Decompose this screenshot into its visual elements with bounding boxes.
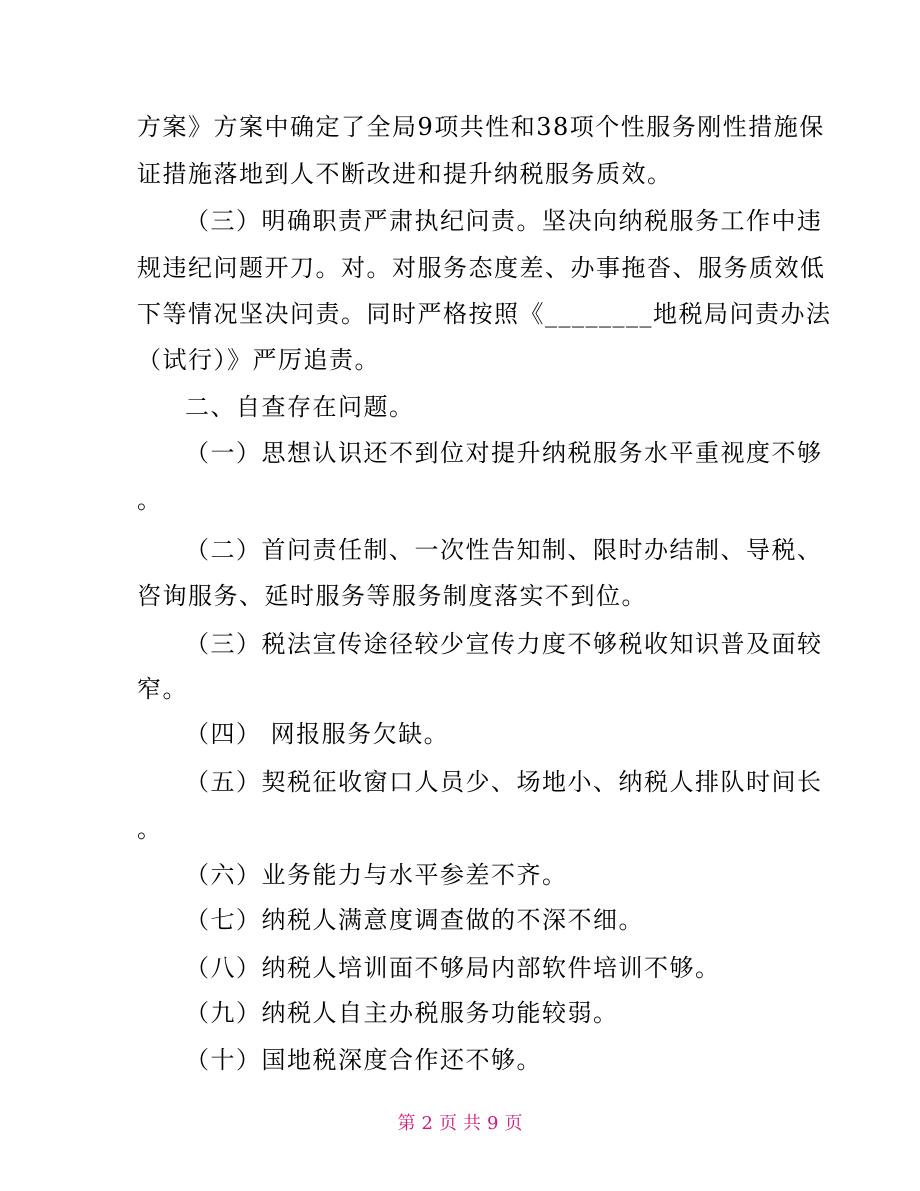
- footer-suffix: 页: [504, 1113, 523, 1134]
- page-footer: [0, 1112, 920, 1136]
- footer-page-word: 页: [439, 1113, 457, 1134]
- body-line: 窄。: [137, 675, 188, 703]
- body-line: 规违纪问题开刀。对。对服务态度差、办事拖沓、服务质效低: [137, 254, 826, 282]
- footer-page-number: 2: [421, 1113, 433, 1134]
- body-line: 咨询服务、延时服务等服务制度落实不到位。: [137, 582, 647, 610]
- body-line: （五）契税征收窗口人员少、场地小、纳税人排队时间长: [185, 768, 823, 796]
- body-line: 证措施落地到人不断改进和提升纳税服务质效。: [137, 160, 673, 188]
- body-line: （七）纳税人满意度调查做的不深不细。: [185, 906, 644, 934]
- body-line: 方案》方案中确定了全局9项共性和38项个性服务刚性措施保: [137, 113, 825, 141]
- footer-total-pages: 9: [487, 1113, 499, 1134]
- body-line: （十）国地税深度合作还不够。: [185, 1046, 542, 1074]
- body-line: （三）明确职责严肃执纪问责。坚决向纳税服务工作中违: [185, 207, 823, 235]
- body-line: （三）税法宣传途径较少宣传力度不够税收知识普及面较: [185, 630, 823, 658]
- body-line: （二）首问责任制、一次性告知制、限时办结制、导税、: [185, 536, 823, 564]
- footer-prefix: 第: [397, 1113, 416, 1134]
- body-line: （九）纳税人自主办税服务功能较弱。: [185, 999, 619, 1027]
- section-heading: 二、自查存在问题。: [185, 393, 415, 421]
- body-line: 下等情况坚决问责。同时严格按照《________地税局问责办法: [137, 300, 832, 328]
- footer-total-word: 共: [463, 1113, 481, 1134]
- body-line: （四） 网报服务欠缺。: [185, 720, 450, 748]
- body-line: （一）思想认识还不到位对提升纳税服务水平重视度不够: [185, 439, 823, 467]
- body-line: （试行）》严厉追责。: [137, 346, 380, 374]
- body-line: （六）业务能力与水平参差不齐。: [185, 861, 568, 889]
- body-line: （八）纳税人培训面不够局内部软件培训不够。: [185, 954, 721, 982]
- body-line: 。: [137, 815, 163, 843]
- body-line: 。: [137, 486, 163, 514]
